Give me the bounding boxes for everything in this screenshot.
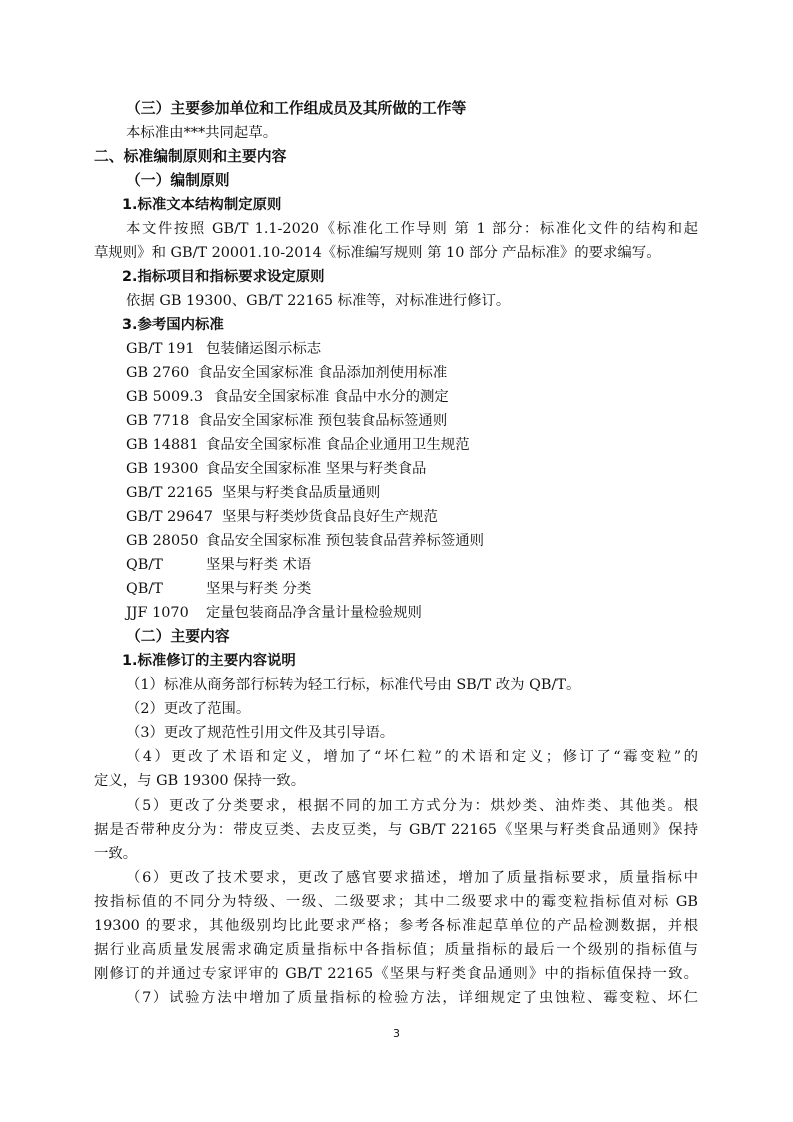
standard-code: QB/T	[126, 557, 163, 573]
standard-code: GB 28050	[126, 533, 199, 549]
standard-title: 包装储运图示标志	[206, 341, 322, 357]
standard-title: 食品安全国家标准 食品添加剂使用标准	[198, 365, 448, 381]
item-1-line-1: （1）标准从商务部行标转为轻工行标，标准代号由 SB/T 改为 QB/T。	[126, 677, 581, 693]
standard-title: 食品安全国家标准 食品中水分的测定	[214, 389, 449, 405]
item-5-line-2: 据是否带种皮分为：带皮豆类、去皮豆类，与 GB/T 22165《坚果与籽类食品通则》保持	[94, 822, 698, 838]
item-4-line-1: （4）更改了术语和定义，增加了“坏仁粒”的术语和定义；修订了“霉变粒”的	[126, 749, 698, 765]
standard-row	[126, 339, 321, 359]
standard-code: GB 2760	[126, 365, 190, 381]
standard-title: 坚果与籽类 术语	[206, 557, 312, 573]
item-3-line-1: （3）更改了规范性引用文件及其引导语。	[126, 725, 395, 741]
section-three-heading: （三）主要参加单位和工作组成员及其所做的工作等	[126, 100, 467, 117]
standard-row	[126, 603, 422, 623]
standard-row	[126, 483, 380, 503]
item-6-line-4: 据行业高质量发展需求确定质量指标中各指标值；质量指标的最后一个级别的指标值与	[94, 942, 698, 958]
standard-code: GB/T 29647	[126, 509, 213, 525]
content-1-heading: 1.标准修订的主要内容说明	[122, 653, 296, 669]
standard-row	[126, 459, 426, 479]
standard-row	[126, 387, 449, 407]
standard-title: 坚果与籽类食品质量通则	[222, 485, 381, 501]
standard-row	[126, 507, 438, 527]
standard-row	[126, 411, 447, 431]
standard-code: GB/T 191	[126, 341, 195, 357]
standard-code: GB 19300	[126, 461, 199, 477]
principle-2-body: 依据 GB 19300、GB/T 22165 标准等，对标准进行修订。	[126, 293, 511, 309]
section-three-body: 本标准由***共同起草。	[126, 125, 278, 141]
principle-1-body-line-1: 本文件按照 GB/T 1.1-2020《标准化工作导则 第 1 部分：标准化文件的结构和起	[126, 221, 698, 237]
standard-row	[126, 435, 470, 455]
content-heading: （二）主要内容	[126, 628, 230, 645]
standard-title: 定量包装商品净含量计量检验规则	[206, 605, 422, 621]
standard-title: 坚果与籽类 分类	[206, 581, 312, 597]
principle-3-heading: 3.参考国内标准	[122, 317, 224, 333]
standard-row	[126, 579, 311, 599]
standard-title: 食品安全国家标准 食品企业通用卫生规范	[206, 437, 470, 453]
item-5-line-3: 一致。	[94, 846, 138, 862]
standard-row	[126, 363, 447, 383]
page-number: 3	[393, 1027, 400, 1040]
principle-1-heading: 1.标准文本结构制定原则	[122, 197, 282, 213]
standard-row	[126, 531, 484, 551]
standard-code: GB/T 22165	[126, 485, 213, 501]
standard-title: 食品安全国家标准 预包装食品标签通则	[198, 413, 448, 429]
standard-title: 坚果与籽类炒货食品良好生产规范	[222, 509, 438, 525]
standard-code: JJF 1070	[126, 605, 189, 621]
standard-title: 食品安全国家标准 坚果与籽类食品	[206, 461, 427, 477]
item-6-line-5: 刚修订的并通过专家评审的 GB/T 22165《坚果与籽类食品通则》中的指标值保持一致。	[94, 966, 698, 982]
item-6-line-1: （6）更改了技术要求，更改了感官要求描述，增加了质量指标要求，质量指标中	[126, 870, 698, 886]
item-2-line-1: （2）更改了范围。	[126, 701, 251, 717]
item-5-line-1: （5）更改了分类要求，根据不同的加工方式分为：烘炒类、油炸类、其他类。根	[126, 798, 698, 814]
item-4-line-2: 定义，与 GB 19300 保持一致。	[94, 773, 306, 789]
standard-code: GB 7718	[126, 413, 190, 429]
standard-code: GB 5009.3	[126, 389, 203, 405]
item-6-line-2: 按指标值的不同分为特级、一级、二级要求；其中二级要求中的霉变粒指标值对标 GB	[94, 894, 698, 910]
principles-heading: （一）编制原则	[126, 172, 230, 189]
principle-1-body-line-2: 草规则》和 GB/T 20001.10-2014《标准编写规则 第 10 部分 产品标准》的要求编写。	[94, 245, 661, 261]
item-6-line-3: 19300 的要求，其他级别均比此要求严格；参考各标准起草单位的产品检测数据，并根	[94, 918, 698, 934]
standard-code: GB 14881	[126, 437, 199, 453]
principle-2-heading: 2.指标项目和指标要求设定原则	[122, 269, 325, 285]
standard-title: 食品安全国家标准 预包装食品营养标签通则	[206, 533, 484, 549]
standard-code: QB/T	[126, 581, 163, 597]
part-two-heading: 二、标准编制原则和主要内容	[94, 148, 287, 165]
item-7-line-1: （7）试验方法中增加了质量指标的检验方法，详细规定了虫蚀粒、霉变粒、坏仁	[126, 990, 698, 1006]
standard-row	[126, 555, 311, 575]
